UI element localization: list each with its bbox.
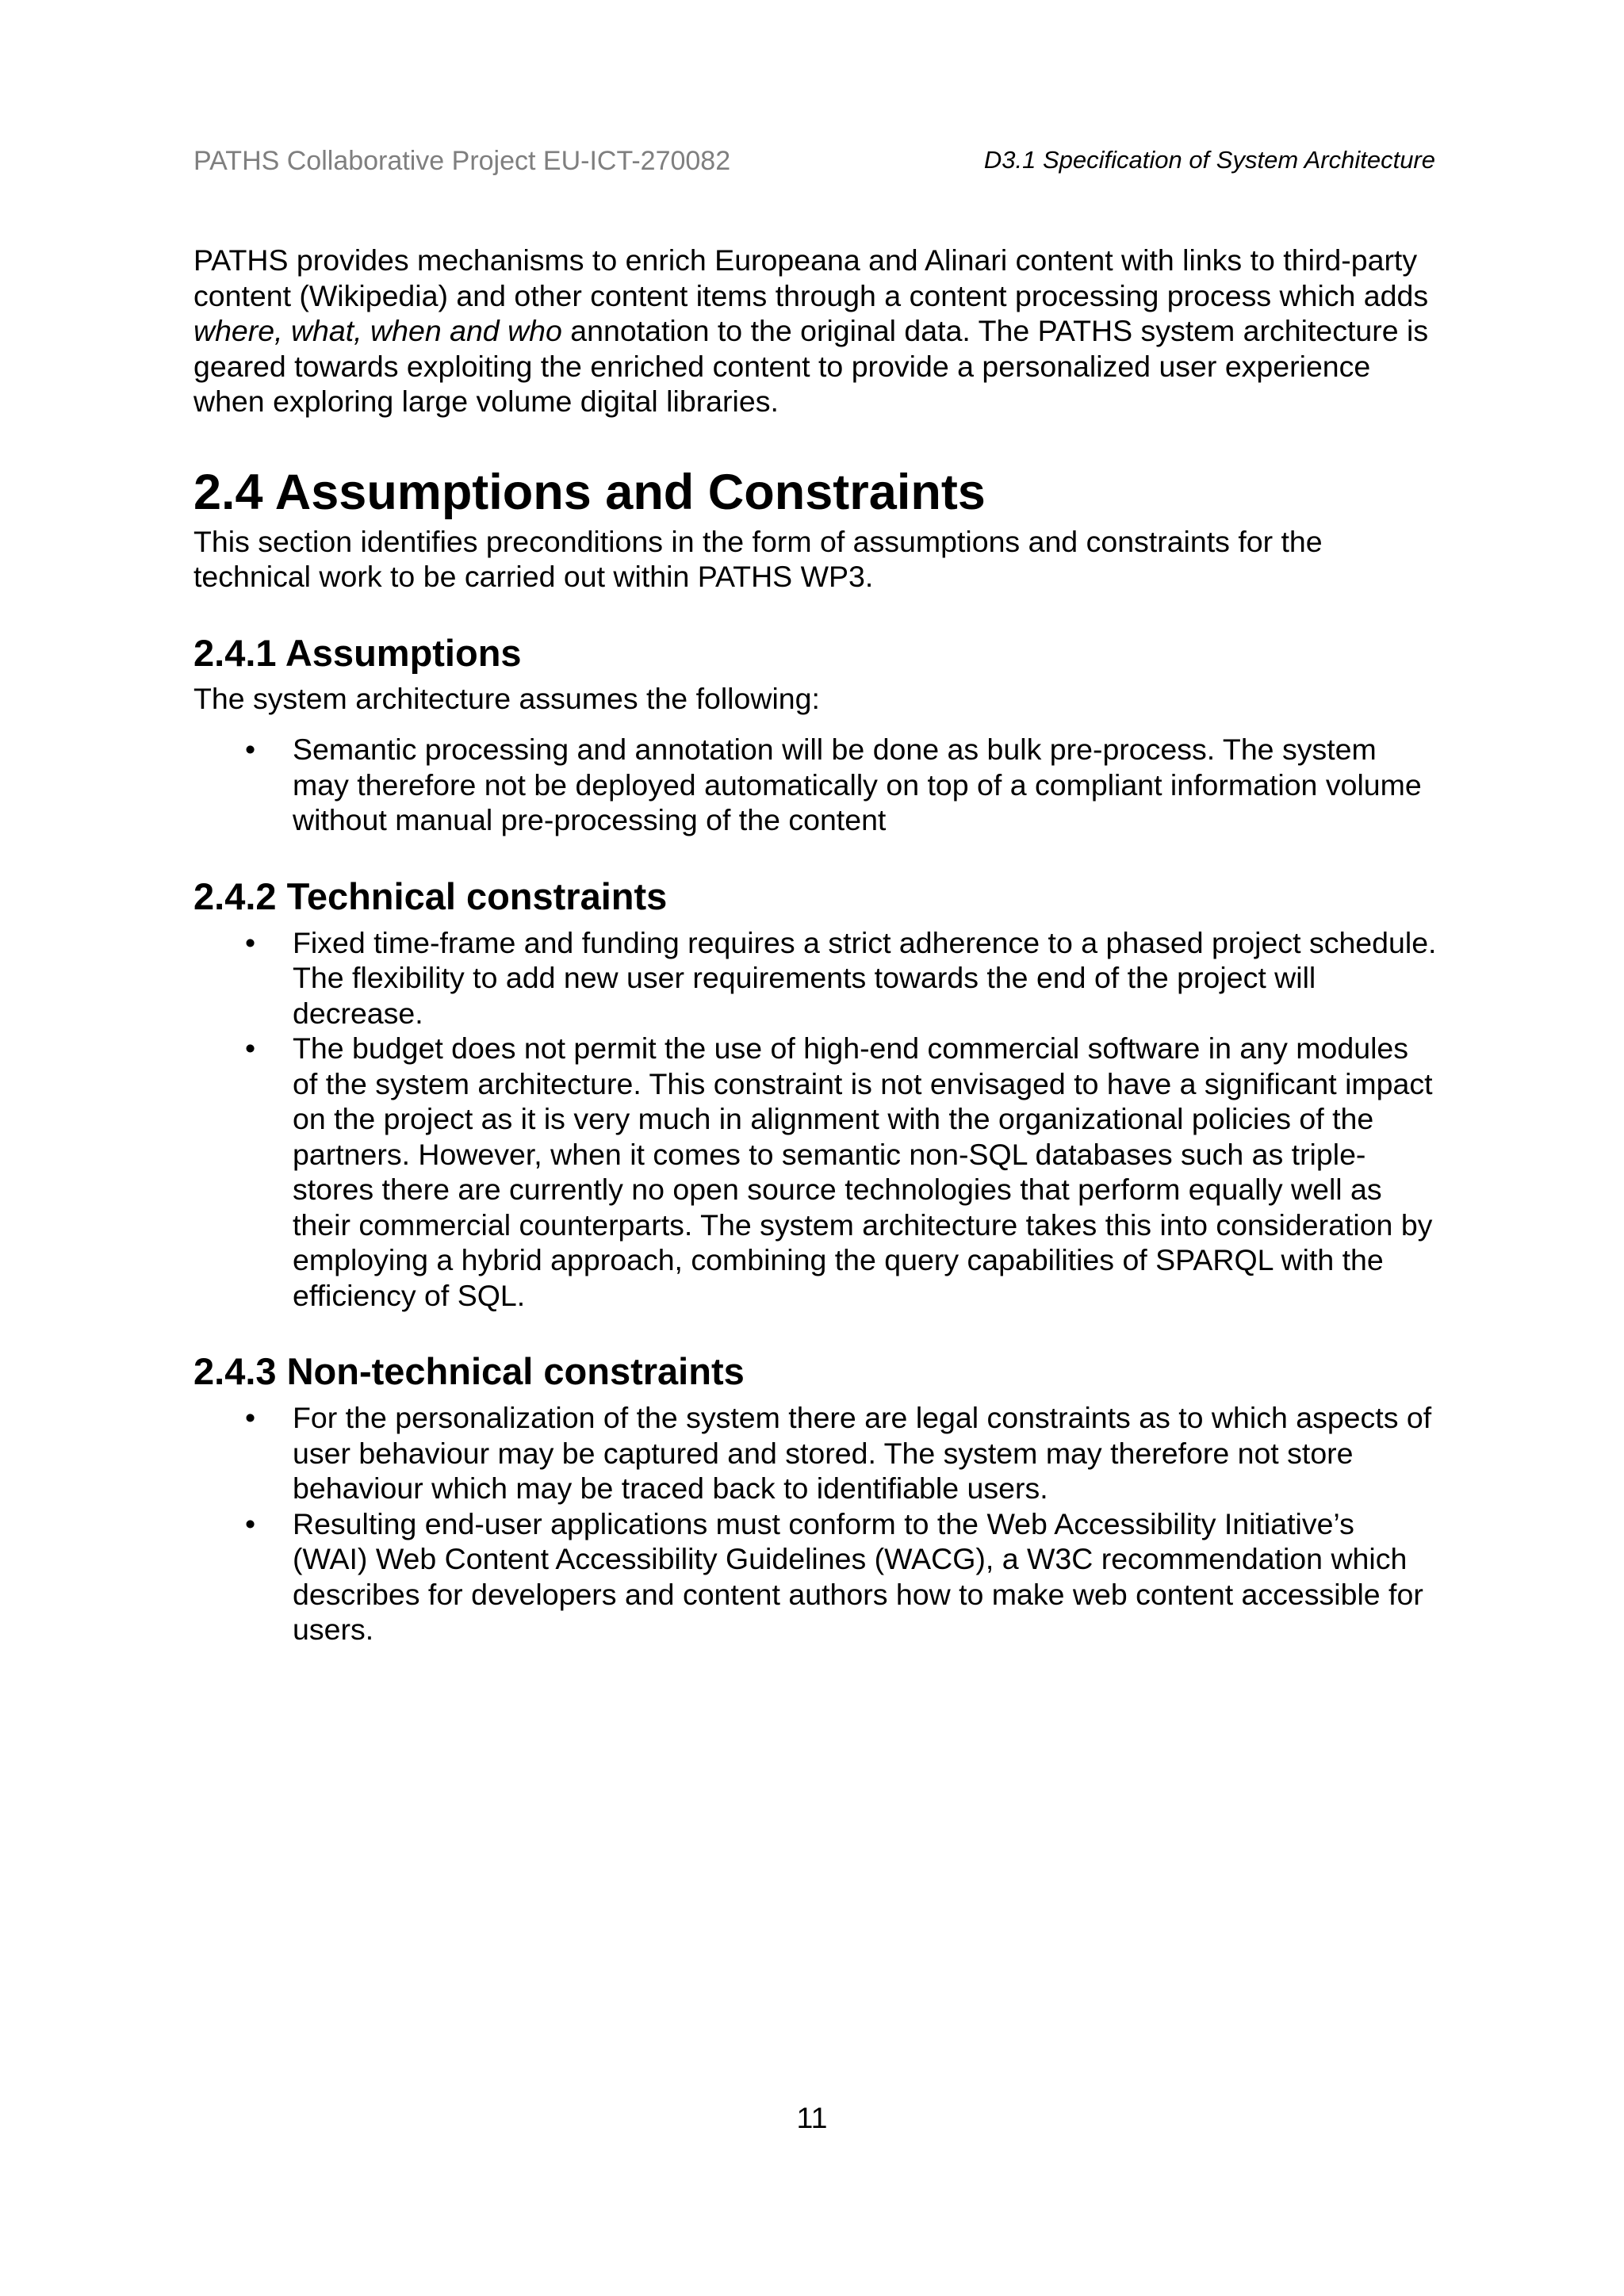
bullet-icon: • [245, 733, 256, 766]
non-technical-constraint-text: Resulting end-user applications must conform to the Web Accessibility Initiative’s (WAI) Web Content Accessibility Guidelines (WACG), a W3C recommendation which describes for developers and content authors how to make web content accessible for users. [293, 1506, 1423, 1646]
intro-text-2: annotation to the original data. The PATHS system architecture is geared towards exploiting the enriched content to provide a personalized user experience when exploring large volume digital libraries. [193, 314, 1429, 418]
intro-text-1: PATHS provides mechanisms to enrich Europeana and Alinari content with links to third-party content (Wikipedia) and other content items through a content processing process which adds [193, 243, 1429, 312]
section-2-4-1-heading: 2.4.1 Assumptions [193, 631, 522, 674]
bullet-icon: • [245, 1401, 256, 1434]
non-technical-constraint-text: For the personalization of the system there are legal constraints as to which aspects of user behaviour may be captured and stored. The system may therefore not store behaviour which may be traced back to identifiable users. [293, 1401, 1432, 1505]
header-project: PATHS Collaborative Project EU-ICT-270082 [193, 146, 731, 176]
page-content [193, 243, 1437, 1647]
header-document-title: D3.1 Specification of System Architecture [983, 146, 1435, 174]
page-number: 11 [796, 2101, 828, 2134]
assumption-text: Semantic processing and annotation will be done as bulk pre-process. The system may therefore not be deployed automatically on top of a compliant information volume without manual pre-processing of the content [293, 733, 1422, 836]
intro-italic: where, what, when and who [193, 314, 562, 347]
technical-constraint-item [193, 925, 1437, 1031]
section-2-4-description: This section identifies preconditions in the form of assumptions and constraints for the technical work to be carried out within PATHS WP3. [193, 524, 1323, 593]
bullet-icon: • [245, 1506, 256, 1540]
bullet-icon: • [245, 1031, 256, 1065]
assumptions-lead: The system architecture assumes the following: [193, 681, 820, 715]
technical-constraint-text: The budget does not permit the use of high-end commercial software in any modules of the system architecture. This constraint is not envisaged to have a significant impact on the project as it is very much in alignment with the organizational policies of the partners. However, when it comes to semantic non-SQL databases such as triple-stores there are currently no open source technologies that perform equally well as their commercial counterparts. The system architecture takes this into consideration by employing a hybrid approach, combining the query capabilities of SPARQL with the efficiency of SQL. [293, 1031, 1433, 1312]
non-technical-constraint-item [193, 1506, 1437, 1647]
technical-constraint-text: Fixed time-frame and funding requires a strict adherence to a phased project schedule. The flexibility to add new user requirements towards the end of the project will decrease. [293, 925, 1437, 1030]
technical-constraint-item [193, 1031, 1437, 1313]
assumption-item [193, 732, 1437, 838]
section-2-4-heading: 2.4 Assumptions and Constraints [193, 464, 986, 520]
section-2-4-3-heading: 2.4.3 Non-technical constraints [193, 1350, 745, 1392]
bullet-icon: • [245, 925, 256, 959]
intro-paragraph [193, 243, 1437, 419]
section-2-4-2-heading: 2.4.2 Technical constraints [193, 874, 668, 917]
non-technical-constraint-item [193, 1400, 1437, 1506]
